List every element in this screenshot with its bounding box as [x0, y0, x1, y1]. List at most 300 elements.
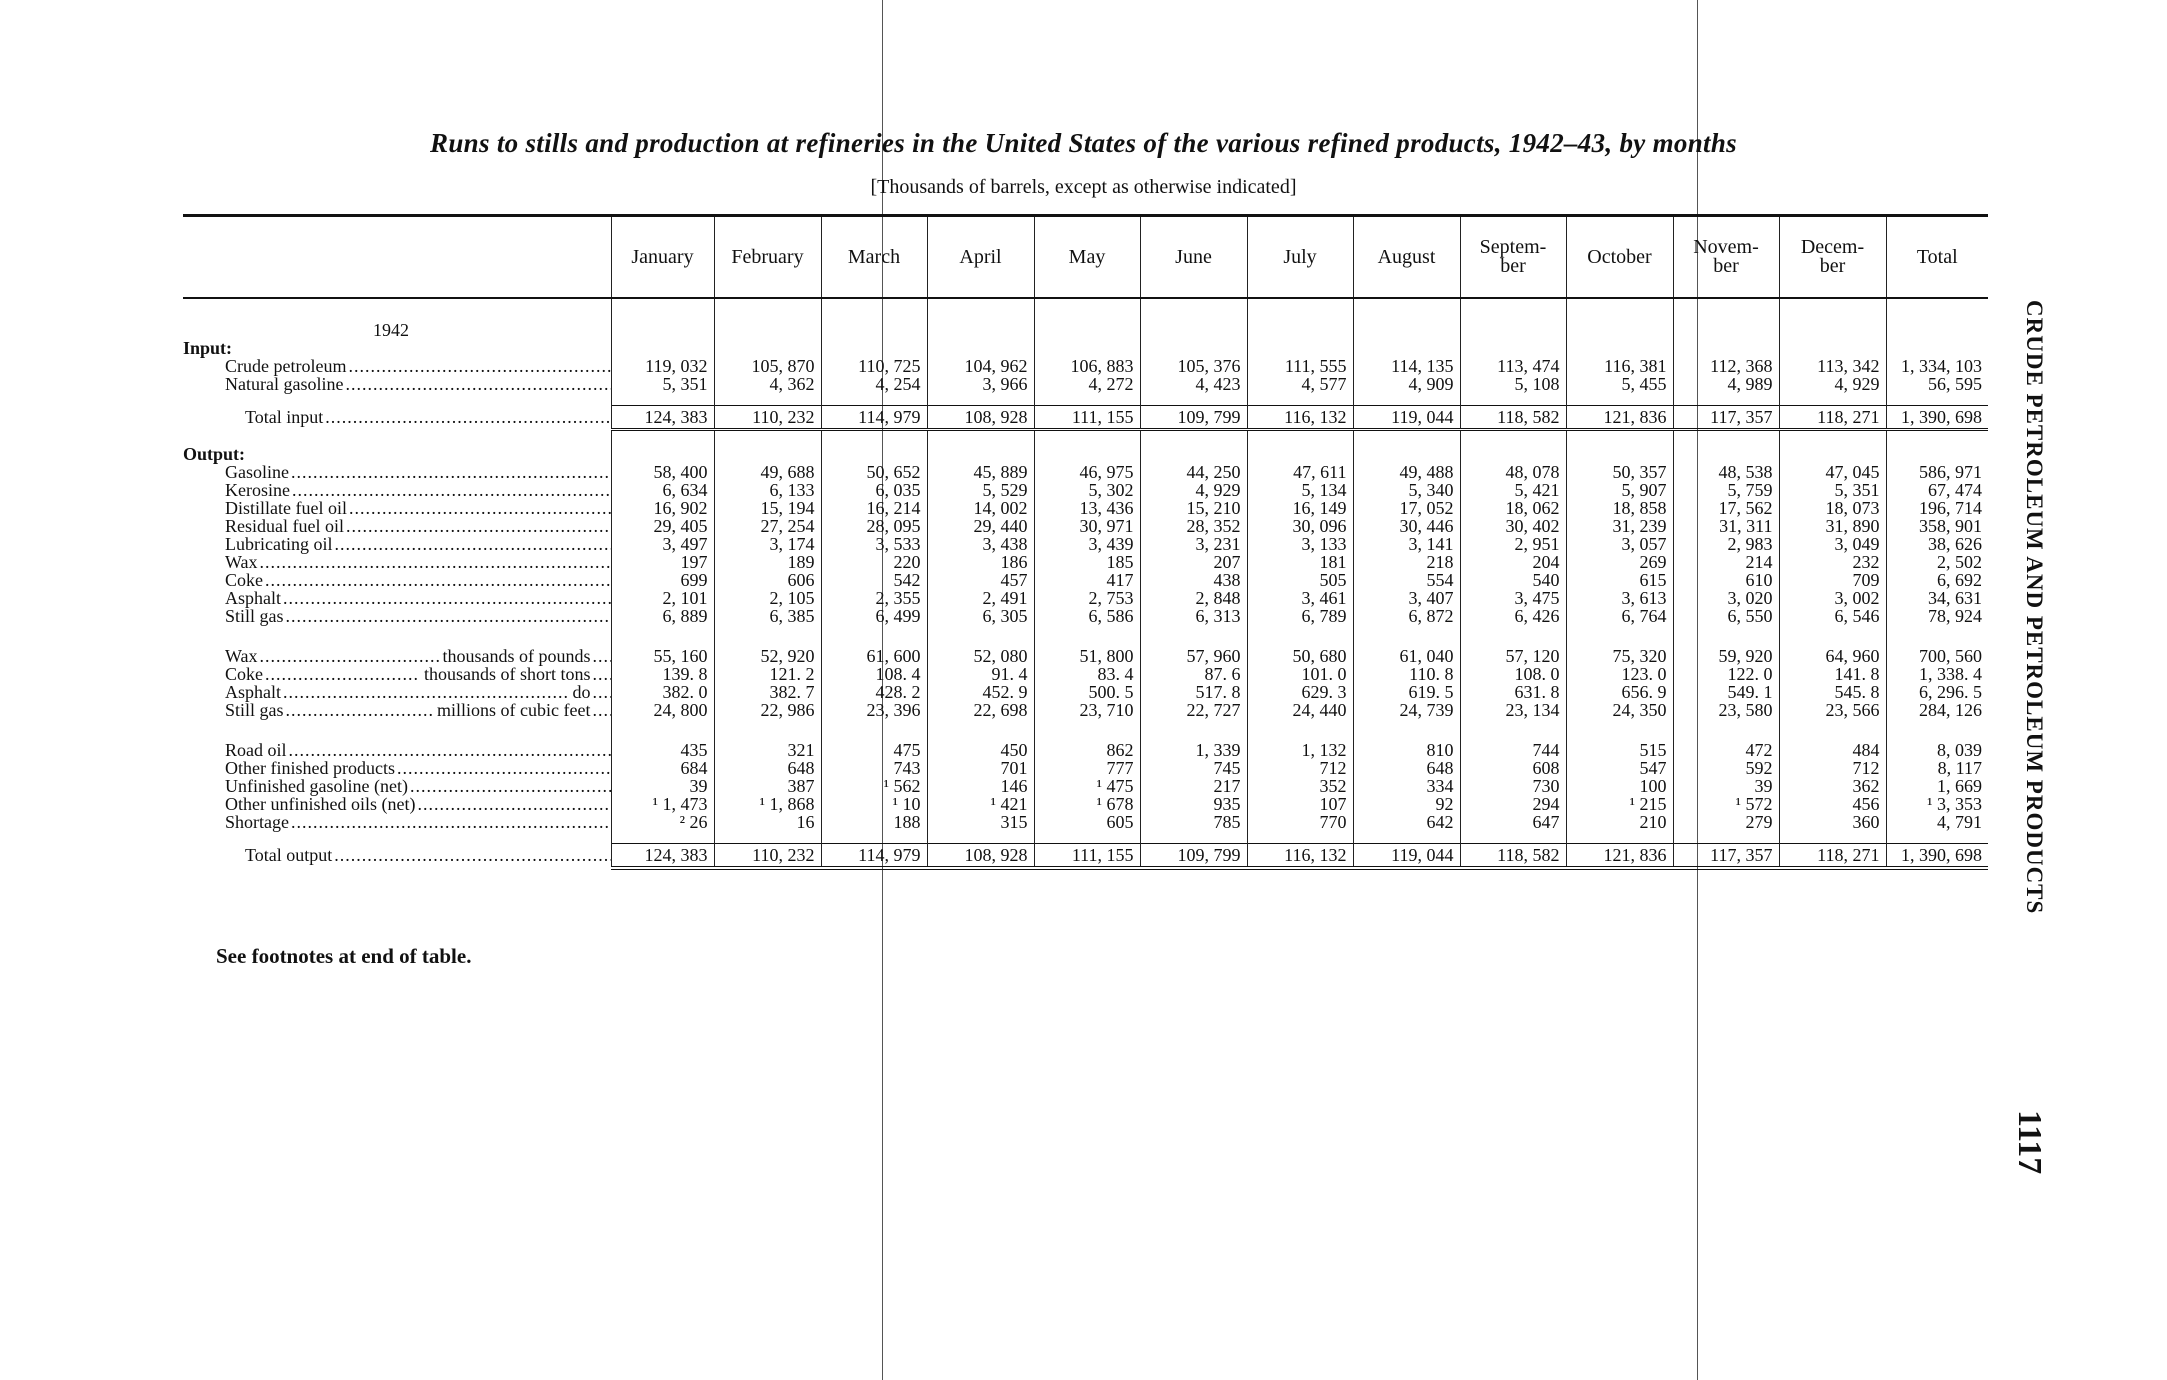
table-cell: 2, 105 — [714, 589, 821, 607]
table-cell: 2, 848 — [1140, 589, 1247, 607]
table-cell: 64, 960 — [1779, 647, 1886, 665]
table-cell: 111, 555 — [1247, 357, 1353, 375]
row-label — [183, 357, 611, 375]
table-cell: 2, 983 — [1673, 535, 1779, 553]
table-cell: 113, 342 — [1779, 357, 1886, 375]
table-cell: 55, 160 — [611, 647, 714, 665]
table-cell: 3, 049 — [1779, 535, 1886, 553]
spacer-row — [183, 393, 1988, 406]
table-cell: 217 — [1140, 777, 1247, 795]
table-cell: 29, 405 — [611, 517, 714, 535]
table-cell: 269 — [1566, 553, 1673, 571]
table-row — [183, 795, 1988, 813]
table-cell: 4, 929 — [1779, 375, 1886, 393]
table-cell: 484 — [1779, 741, 1886, 759]
row-label-text: Other finished products — [225, 757, 395, 778]
table-cell: 1, 132 — [1247, 741, 1353, 759]
table-cell: 119, 032 — [611, 357, 714, 375]
leader-dots — [417, 796, 610, 813]
table-cell: 87. 6 — [1140, 665, 1247, 683]
table-cell: ¹ 1, 868 — [714, 795, 821, 813]
table-cell: 111, 155 — [1034, 844, 1140, 869]
table-cell: 123. 0 — [1566, 665, 1673, 683]
table-cell: 30, 402 — [1460, 517, 1566, 535]
table-cell: 321 — [714, 741, 821, 759]
table-cell: 121. 2 — [714, 665, 821, 683]
column-header: Total — [1886, 216, 1988, 299]
leader-dots — [345, 376, 610, 393]
row-label-text: Total input — [245, 407, 324, 427]
table-cell: 6, 546 — [1779, 607, 1886, 625]
table-cell: 456 — [1779, 795, 1886, 813]
table-cell: 108, 928 — [927, 844, 1034, 869]
spacer-row — [183, 625, 1988, 647]
table-cell: 110, 232 — [714, 406, 821, 430]
row-label — [183, 499, 611, 517]
table-cell: 121, 836 — [1566, 406, 1673, 430]
table-cell: 608 — [1460, 759, 1566, 777]
year-row — [183, 298, 1988, 339]
table-cell: 362 — [1779, 777, 1886, 795]
table-cell: 4, 577 — [1247, 375, 1353, 393]
table-cell: 777 — [1034, 759, 1140, 777]
table-cell: 105, 870 — [714, 357, 821, 375]
table-cell: 4, 254 — [821, 375, 927, 393]
table-cell: 141. 8 — [1779, 665, 1886, 683]
table-cell: 197 — [611, 553, 714, 571]
table-cell: 3, 002 — [1779, 589, 1886, 607]
table-cell: 699 — [611, 571, 714, 589]
table-cell: 730 — [1460, 777, 1566, 795]
table-cell: 4, 909 — [1353, 375, 1460, 393]
table-cell: 500. 5 — [1034, 683, 1140, 701]
table-cell: 3, 475 — [1460, 589, 1566, 607]
leader-dots — [260, 648, 439, 665]
table-cell: ¹ 215 — [1566, 795, 1673, 813]
table-cell: 110. 8 — [1353, 665, 1460, 683]
row-unit: thousands of pounds — [442, 645, 591, 666]
row-label — [183, 571, 611, 589]
table-cell: 334 — [1353, 777, 1460, 795]
table-cell: 592 — [1673, 759, 1779, 777]
row-label-text: Still gas — [225, 699, 284, 720]
table-cell: 435 — [611, 741, 714, 759]
table-cell: 58, 400 — [611, 463, 714, 481]
leader-dots — [346, 518, 611, 535]
table-cell: 106, 883 — [1034, 357, 1140, 375]
table-cell: 34, 631 — [1886, 589, 1988, 607]
table-cell: 44, 250 — [1140, 463, 1247, 481]
table-cell: 22, 986 — [714, 701, 821, 719]
table-cell: 545. 8 — [1779, 683, 1886, 701]
table-cell: 745 — [1140, 759, 1247, 777]
table-cell: 52, 080 — [927, 647, 1034, 665]
table-cell: 785 — [1140, 813, 1247, 831]
row-label-text: Coke — [225, 663, 263, 684]
table-cell: 712 — [1247, 759, 1353, 777]
table-cell: 117, 357 — [1673, 844, 1779, 869]
leader-dots — [286, 608, 611, 625]
table-cell: 3, 231 — [1140, 535, 1247, 553]
row-label — [183, 607, 611, 625]
table-cell: 5, 907 — [1566, 481, 1673, 499]
table-cell: 712 — [1779, 759, 1886, 777]
spacer-row — [183, 719, 1988, 741]
input-heading — [183, 339, 1988, 357]
refinery-table — [183, 214, 1988, 870]
table-cell: 38, 626 — [1886, 535, 1988, 553]
table-subtitle: [Thousands of barrels, except as otherwise indicated] — [870, 176, 1297, 198]
leader-dots — [292, 482, 611, 499]
table-cell: 935 — [1140, 795, 1247, 813]
table-cell: 232 — [1779, 553, 1886, 571]
row-label-text: Unfinished gasoline (net) — [225, 775, 408, 796]
table-cell: 108. 0 — [1460, 665, 1566, 683]
table-cell: 16 — [714, 813, 821, 831]
table-cell: 101. 0 — [1247, 665, 1353, 683]
row-label — [183, 463, 611, 481]
table-cell: 352 — [1247, 777, 1353, 795]
table-cell: 8, 117 — [1886, 759, 1988, 777]
table-cell: 28, 095 — [821, 517, 927, 535]
table-cell: 4, 929 — [1140, 481, 1247, 499]
column-header: April — [927, 216, 1034, 299]
row-label — [183, 795, 611, 813]
table-cell: 615 — [1566, 571, 1673, 589]
table-cell: 2, 491 — [927, 589, 1034, 607]
table-cell: 472 — [1673, 741, 1779, 759]
table-cell: 210 — [1566, 813, 1673, 831]
table-cell: 17, 562 — [1673, 499, 1779, 517]
table-cell: 5, 351 — [1779, 481, 1886, 499]
table-cell: 515 — [1566, 741, 1673, 759]
table-cell: 118, 271 — [1779, 844, 1886, 869]
table-cell: 186 — [927, 553, 1034, 571]
table-cell: 118, 271 — [1779, 406, 1886, 430]
table-cell: 75, 320 — [1566, 647, 1673, 665]
table-cell: 382. 7 — [714, 683, 821, 701]
table-cell: 185 — [1034, 553, 1140, 571]
table-cell: 100 — [1566, 777, 1673, 795]
table-row — [183, 535, 1988, 553]
column-header: October — [1566, 216, 1673, 299]
table-cell: 30, 971 — [1034, 517, 1140, 535]
table-cell: 2, 502 — [1886, 553, 1988, 571]
table-cell: 30, 446 — [1353, 517, 1460, 535]
table-cell: 5, 302 — [1034, 481, 1140, 499]
table-cell: 549. 1 — [1673, 683, 1779, 701]
table-cell: 114, 135 — [1353, 357, 1460, 375]
table-cell: 1, 334, 103 — [1886, 357, 1988, 375]
table-cell: 6, 133 — [714, 481, 821, 499]
table-cell: 104, 962 — [927, 357, 1034, 375]
output-heading-label: Output: — [183, 443, 246, 464]
table-cell: 59, 920 — [1673, 647, 1779, 665]
table-cell: 540 — [1460, 571, 1566, 589]
leader-dots — [265, 666, 420, 683]
table-row — [183, 357, 1988, 375]
table-cell: 214 — [1673, 553, 1779, 571]
table-cell: 139. 8 — [611, 665, 714, 683]
table-cell: 23, 396 — [821, 701, 927, 719]
table-cell: ² 26 — [611, 813, 714, 831]
row-label — [183, 741, 611, 759]
table-cell: 105, 376 — [1140, 357, 1247, 375]
table-cell: 701 — [927, 759, 1034, 777]
table-cell: 218 — [1353, 553, 1460, 571]
table-cell: 648 — [714, 759, 821, 777]
table-cell: 31, 311 — [1673, 517, 1779, 535]
leader-dots — [325, 409, 610, 426]
table-cell: ¹ 421 — [927, 795, 1034, 813]
footnote-text: See footnotes at end of table. — [216, 944, 472, 968]
table-cell: 3, 613 — [1566, 589, 1673, 607]
table-cell: 6, 889 — [611, 607, 714, 625]
table-row — [183, 463, 1988, 481]
row-label — [183, 683, 611, 701]
table-cell: 46, 975 — [1034, 463, 1140, 481]
row-label-text: Natural gasoline — [225, 373, 344, 394]
row-unit: millions of cubic feet — [437, 699, 591, 720]
table-cell: 744 — [1460, 741, 1566, 759]
table-cell: 3, 533 — [821, 535, 927, 553]
table-cell: 47, 045 — [1779, 463, 1886, 481]
table-cell: 112, 368 — [1673, 357, 1779, 375]
row-label-text: Gasoline — [225, 461, 289, 482]
table-cell: 5, 455 — [1566, 375, 1673, 393]
row-label — [183, 589, 611, 607]
table-row — [183, 406, 1988, 430]
table-cell: 24, 739 — [1353, 701, 1460, 719]
row-label — [183, 406, 611, 430]
table-cell: 118, 582 — [1460, 406, 1566, 430]
table-title: Runs to stills and production at refineries in the United States of the various refined products, 1942–43, by months — [430, 128, 1737, 158]
table-cell: 1, 339 — [1140, 741, 1247, 759]
table-cell: 6, 305 — [927, 607, 1034, 625]
leader-dots — [291, 814, 611, 831]
table-cell: 15, 194 — [714, 499, 821, 517]
row-label-text: Other unfinished oils (net) — [225, 793, 416, 814]
row-label-text: Crude petroleum — [225, 355, 347, 376]
table-cell: 382. 0 — [611, 683, 714, 701]
leader-dots — [593, 702, 611, 719]
table-cell: 586, 971 — [1886, 463, 1988, 481]
table-cell: 743 — [821, 759, 927, 777]
table-cell: 220 — [821, 553, 927, 571]
table-cell: 110, 725 — [821, 357, 927, 375]
column-header: August — [1353, 216, 1460, 299]
row-label-text: Asphalt — [225, 587, 281, 608]
table-row — [183, 741, 1988, 759]
table-row — [183, 499, 1988, 517]
table-cell: ¹ 678 — [1034, 795, 1140, 813]
table-cell: 452. 9 — [927, 683, 1034, 701]
table-cell: 23, 580 — [1673, 701, 1779, 719]
table-cell: 188 — [821, 813, 927, 831]
table-cell: 27, 254 — [714, 517, 821, 535]
table-row — [183, 607, 1988, 625]
table-cell: 517. 8 — [1140, 683, 1247, 701]
table-cell: 119, 044 — [1353, 844, 1460, 869]
table-cell: 1, 390, 698 — [1886, 406, 1988, 430]
table-cell: 547 — [1566, 759, 1673, 777]
table-cell: 50, 652 — [821, 463, 927, 481]
table-cell: 619. 5 — [1353, 683, 1460, 701]
table-cell: 61, 040 — [1353, 647, 1460, 665]
table-cell: 189 — [714, 553, 821, 571]
row-label-text: Lubricating oil — [225, 533, 333, 554]
table-cell: 4, 272 — [1034, 375, 1140, 393]
table-cell: 16, 214 — [821, 499, 927, 517]
table-cell: 8, 039 — [1886, 741, 1988, 759]
table-cell: 24, 350 — [1566, 701, 1673, 719]
table-cell: 45, 889 — [927, 463, 1034, 481]
column-header: June — [1140, 216, 1247, 299]
row-label — [183, 701, 611, 719]
table-cell: 118, 582 — [1460, 844, 1566, 869]
table-cell: 6, 872 — [1353, 607, 1460, 625]
table-cell: 450 — [927, 741, 1034, 759]
table-cell: 61, 600 — [821, 647, 927, 665]
table-cell: 13, 436 — [1034, 499, 1140, 517]
table-cell: 29, 440 — [927, 517, 1034, 535]
table-cell: 122. 0 — [1673, 665, 1779, 683]
leader-dots — [286, 702, 434, 719]
table-cell: 56, 595 — [1886, 375, 1988, 393]
table-cell: 14, 002 — [927, 499, 1034, 517]
table-cell: 4, 791 — [1886, 813, 1988, 831]
leader-dots — [265, 572, 611, 589]
spacer-row — [183, 430, 1988, 446]
table-cell: 6, 764 — [1566, 607, 1673, 625]
table-cell: ¹ 1, 473 — [611, 795, 714, 813]
column-header: January — [611, 216, 714, 299]
column-header: February — [714, 216, 821, 299]
leader-dots — [260, 554, 611, 571]
table-cell: 47, 611 — [1247, 463, 1353, 481]
row-label-text: Still gas — [225, 605, 284, 626]
table-cell: 52, 920 — [714, 647, 821, 665]
row-label — [183, 535, 611, 553]
table-cell: 1, 338. 4 — [1886, 665, 1988, 683]
table-cell: 124, 383 — [611, 406, 714, 430]
row-label — [183, 844, 611, 869]
table-cell: 117, 357 — [1673, 406, 1779, 430]
leader-dots — [334, 536, 610, 553]
table-cell: 23, 710 — [1034, 701, 1140, 719]
row-label-text: Road oil — [225, 739, 287, 760]
page-number: 1117 — [2011, 1110, 2048, 1175]
table-cell: 4, 423 — [1140, 375, 1247, 393]
table-cell: 107 — [1247, 795, 1353, 813]
table-cell: 116, 132 — [1247, 406, 1353, 430]
table-cell: 5, 421 — [1460, 481, 1566, 499]
table-cell: 4, 362 — [714, 375, 821, 393]
table-row — [183, 759, 1988, 777]
row-label-text: Wax — [225, 645, 258, 666]
table-cell: 428. 2 — [821, 683, 927, 701]
table-cell: 6, 426 — [1460, 607, 1566, 625]
row-label — [183, 777, 611, 795]
row-label — [183, 553, 611, 571]
table-row — [183, 665, 1988, 683]
table-cell: ¹ 572 — [1673, 795, 1779, 813]
table-cell: 92 — [1353, 795, 1460, 813]
table-cell: 114, 979 — [821, 844, 927, 869]
table-cell: 83. 4 — [1034, 665, 1140, 683]
table-cell: 31, 239 — [1566, 517, 1673, 535]
row-label-text: Wax — [225, 551, 258, 572]
leader-dots — [283, 590, 611, 607]
table-cell: 124, 383 — [611, 844, 714, 869]
row-label — [183, 647, 611, 665]
spacer-row — [183, 831, 1988, 844]
table-cell: 57, 960 — [1140, 647, 1247, 665]
table-row — [183, 553, 1988, 571]
table-cell: 24, 440 — [1247, 701, 1353, 719]
leader-dots — [348, 358, 610, 375]
row-label — [183, 517, 611, 535]
row-unit: do — [572, 681, 591, 702]
row-label — [183, 759, 611, 777]
table-cell: 631. 8 — [1460, 683, 1566, 701]
table-cell: 648 — [1353, 759, 1460, 777]
row-label — [183, 665, 611, 683]
row-label-text: Total output — [245, 845, 333, 866]
output-heading — [183, 445, 1988, 463]
table-row — [183, 375, 1988, 393]
row-label-text: Coke — [225, 569, 263, 590]
table-cell: 3, 020 — [1673, 589, 1779, 607]
table-cell: 31, 890 — [1779, 517, 1886, 535]
table-row — [183, 844, 1988, 869]
table-cell: 475 — [821, 741, 927, 759]
table-cell: 30, 096 — [1247, 517, 1353, 535]
table-row — [183, 517, 1988, 535]
table-cell: 23, 566 — [1779, 701, 1886, 719]
row-label — [183, 375, 611, 393]
leader-dots — [283, 684, 569, 701]
table-cell: 862 — [1034, 741, 1140, 759]
row-label-text: Shortage — [225, 811, 289, 832]
table-cell: ¹ 3, 353 — [1886, 795, 1988, 813]
table-cell: 28, 352 — [1140, 517, 1247, 535]
table-cell: 6, 296. 5 — [1886, 683, 1988, 701]
table-cell: 5, 134 — [1247, 481, 1353, 499]
table-cell: 770 — [1247, 813, 1353, 831]
table-cell: 284, 126 — [1886, 701, 1988, 719]
table-cell: 610 — [1673, 571, 1779, 589]
table-cell: 554 — [1353, 571, 1460, 589]
table-cell: 294 — [1460, 795, 1566, 813]
leader-dots — [397, 760, 611, 777]
table-cell: 51, 800 — [1034, 647, 1140, 665]
table-cell: 121, 836 — [1566, 844, 1673, 869]
table-cell: 39 — [611, 777, 714, 795]
table-cell: 3, 497 — [611, 535, 714, 553]
table-row — [183, 589, 1988, 607]
table-cell: 17, 052 — [1353, 499, 1460, 517]
column-header: July — [1247, 216, 1353, 299]
table-row — [183, 571, 1988, 589]
table-cell: 642 — [1353, 813, 1460, 831]
table-cell: 6, 692 — [1886, 571, 1988, 589]
table-cell: 438 — [1140, 571, 1247, 589]
table-cell: 605 — [1034, 813, 1140, 831]
table-cell: 57, 120 — [1460, 647, 1566, 665]
table-cell: 2, 355 — [821, 589, 927, 607]
leader-dots — [593, 684, 611, 701]
